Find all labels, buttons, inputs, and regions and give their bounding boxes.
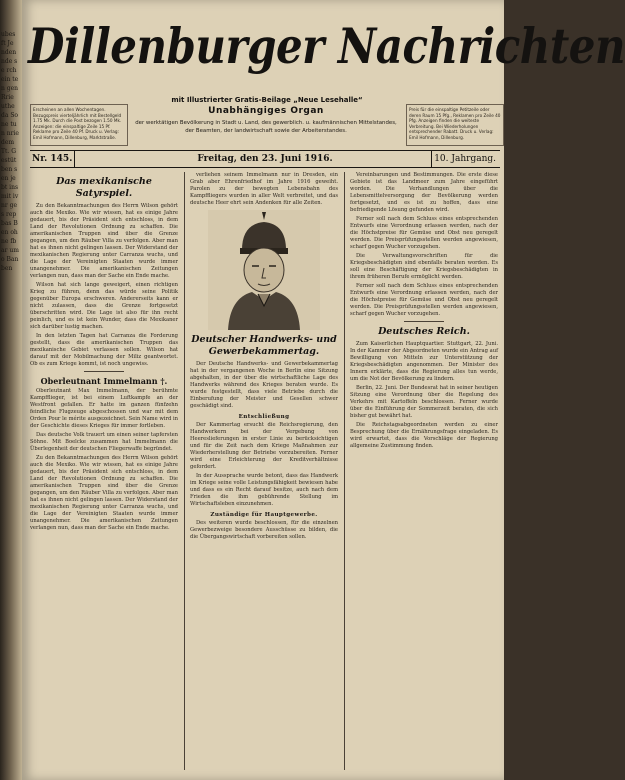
article-paragraph: Die Verwaltungsvorschriften für die Kriegsbeschädigten sind ebenfalls beraten worden. Es soll eine Beschäftigung der Kriegsbeschädigten in ihrem früheren Berufe ermöglicht werden. [350,253,498,280]
article-paragraph: Ferner soll nach dem Schluss eines entsprechenden Entwurfs eine Verordnung erlassen werden, nach der die Höchstpreise für Gemüse und Obst neu geregelt werden. Die Preisprüfungsstellen werden angewiesen, scharf gegen Wucher vorzugehen. [350,216,498,250]
organ-description: der werktätigen Bevölkerung in Stadt u. Land, des gewerblich. u. kaufmännischen Mittelstandes, der Beamten, der landwirtschaft sowie der Arbeiterstandes. [135,120,397,134]
article-paragraph: Wilson hat sich lange geweigert, einen richtigen Krieg zu führen, denn das würde seine Politik gegenüber Europa erschweren. Andererseits kann er nicht zulassen, dass die Grenze fortgesetzt überschritten wird. Die Lage ist also für ihn recht peinlich, und es ist kein Wunder, dass die Mexikaner sich darüber lustig machen. [30,282,178,330]
article-paragraph: Die Reichstagsabgeordneten werden zu einer Besprechung über die Ernährungsfrage eingeladen. Es wird erwartet, dass die Vorschläge der Regierung allgemeine Zustimmung finden. [350,422,498,449]
adjacent-page-text: ubes ft Je nden nde se rch ein ten gen Rrie uthe da Sone tun nrie dem Tt. Gestüt ben sen jebt ins mit iv nr ges rep bas Ben ohne fbar umo Ban ben [1,31,19,272]
adjacent-page-binding [0,0,22,780]
newspaper-sheet [22,0,625,780]
issue-number: Nr. 145. [32,154,73,164]
supplement-line: mit Illustrierter Gratis-Beilage „Neue Lesehalle“ [171,96,363,104]
article-paragraph: Zu den Bekanntmachungen des Herrn Wilson gehört auch die Mexiko. Wie wir wissen, hat es einige Jahre gedauert, bis der Präsident sich entschloss, in dem Land der Revolutionen Ordnung zu schaffen. Die amerikanischen Truppen sind über die Grenze gegangen, um den Räuber Villa zu verfolgen. Aber man hat es ihnen nicht gelingen lassen. Der Widerstand der mexikanischen Regierung unter Carranza wuchs, und die Lage der Vereinigten Staaten wurde immer unangenehmer. Die amerikanischen Zeitungen verlangen nun, dass man der Sache ein Ende mache. [30,455,178,531]
issue-date: Freitag, den 23. Juni 1916. [197,154,333,164]
article-divider [404,321,444,322]
column-rule [184,172,185,770]
article-paragraph: Der Deutsche Handwerks- und Gewerbekammertag hat in der vergangenen Woche in Berlin eine Sitzung abgehalten, in der über die wirtschaftliche Lage des Handwerks während des Krieges beraten wurde. Es wurde festgestellt, dass viele Betriebe durch die Einberufung der Meister und Gesellen schwer geschädigt sind. [190,361,338,409]
column-rule [344,172,345,770]
volume-year: 10. Jahrgang. [434,154,496,164]
organ-subtitle: Unabhängiges Organ [208,106,324,116]
advertising-box-right: Preis für die einspaltige Petitzeile oder deren Raum 15 Pfg., Reklamen pro Zeile 40 Pfg. Anzeigen finden die weiteste Verbreitung. Bei Wiederholungen entsprechender Rabatt. Druck u. Verlag: Emil Hofmann, Dillenburg. [406,104,504,146]
article-paragraph: Das deutsche Volk trauert um einen seiner tapfersten Söhne. Mit Boelcke zusammen hat Immelmann die Überlegenheit der deutschen Fliegerwaffe begründet. [30,432,178,452]
article-paragraph: Ferner soll nach dem Schluss eines entsprechenden Entwurfs eine Verordnung erlassen werden, nach der die Höchstpreise für Gemüse und Obst neu geregelt werden. Die Preisprüfungsstellen werden angewiesen, scharf gegen Wucher vorzugehen. [350,283,498,317]
article-paragraph: Berlin, 22. Juni. Der Bundesrat hat in seiner heutigen Sitzung eine Verordnung über die Regelung des Verkehrs mit Kartoffeln beschlossen. Ferner wurde über die Einführung der Sommerzeit beraten, die sich bisher gut bewährt hat. [350,385,498,419]
article-paragraph: Vereinbarungen und Bestimmungen. Die erste diese Gebiete ist das Landmeer zum Jahre eingeführt worden. Die Verhandlungen über die Lebensmittelversorgung der Bevölkerung werden fortgesetzt, und es ist zu hoffen, dass eine befriedigende Lösung gefunden wird. [350,172,498,213]
article-paragraph: In der Aussprache wurde betont, dass das Handwerk im Kriege seine volle Leistungsfähigkeit bewiesen habe und dass es ein Recht darauf besitze, auch nach dem Frieden die ihm gebührende Stellung im Wirtschaftsleben einzunehmen. [190,473,338,507]
column-2 [190,172,338,770]
article-subheading: Entschließung [238,414,290,420]
article-paragraph: Oberleutnant Max Immelmann, der berühmte Kampfflieger, ist bei einem Luftkampfe an der Westfront gefallen. Er hatte im ganzen fünfzehn feindliche Flugzeuge abgeschossen und war mit dem Orden Pour le mérite ausgezeichnet. Sein Name wird in der Geschichte dieses Krieges für immer fortleben. [30,388,178,429]
dateline-bar [30,150,500,168]
article-divider [84,371,124,372]
article-paragraph: In den letzten Tagen hat Carranza die Forderung gestellt, dass die amerikanischen Truppen das mexikanische Gebiet verlassen sollen. Wilson hat darauf mit der Mobilmachung der Miliz geantwortet. Ob es zum Kriege kommt, ist noch ungewiss. [30,333,178,367]
article-subheading: Zuständige für Hauptgewerbe. [210,512,318,518]
column-1 [30,172,178,770]
article-paragraph: verliehen seinem Immelmann nur in Dresden, ein Grab aber Ehrenfriedhof im Jahre 1916 geweiht. Parolen zu der bewegten Lebensbahn des Kampffliegers wurden in aller Welt verbreitet, und das deutsche Heer ehrt sein Andenken für alle Zeiten. [190,172,338,206]
portrait-illustration [208,210,320,330]
article-paragraph: Der Kammertag ersucht die Reichsregierung, den Handwerkern bei der Vergebung von Heereslieferungen in erster Linie zu berücksichtigen und für die Zeit nach dem Kriege Maßnahmen zur Wiederherstellung der Betriebe vorzubereiten. Ferner wird eine Erleichterung der Kreditverhältnisse gefordert. [190,422,338,470]
article-headline: Deutsches Reich. [378,326,470,337]
article-headline: Oberleutnant Immelmann †. [40,376,168,386]
article-headline: Deutscher Handwerks- und Gewerbekammertag. [191,334,337,357]
article-paragraph: Des weiteren wurde beschlossen, für die einzelnen Gewerbezweige besondere Ausschüsse zu bilden, die die Übergangswirtschaft vorbereiten sollen. [190,520,338,540]
column-3 [350,172,498,770]
article-headline: Das mexikanische Satyrspiel. [56,176,152,199]
article-paragraph: Zum Kaiserlichen Hauptquartier. Stuttgart, 22. Juni. In der Kammer der Abgeordneten wurde ein Antrag auf Bewilligung von Mitteln zur Unterstützung der Kriegsbeschädigten angenommen. Der Minister des Innern erklärte, dass die Regierung alles tun werde, um die Not der Bevölkerung zu lindern. [350,341,498,382]
masthead [28,18,625,90]
dateline-separator [431,151,432,167]
newspaper-title: Dillenburger Nachrichten [28,18,625,75]
subscription-box-left: Erscheinen an allen Wochentagen. Bezugspreis vierteljährlich mit Bestellgeld 1.75 Mk. Durch die Post bezogen 1.50 Mk. Anzeigen: die einspaltige Zeile 15 Pf. Reklame pro Zeile 40 Pf. Druck u. Verlag: Emil Hofmann, Dillenburg, Marktstraße. [30,104,128,146]
article-paragraph: Zu den Bekanntmachungen des Herrn Wilson gehört auch die Mexiko. Wie wir wissen, hat es einige Jahre gedauert, bis der Präsident sich entschloss, in dem Land der Revolutionen Ordnung zu schaffen. Die amerikanischen Truppen sind über die Grenze gegangen, um den Räuber Villa zu verfolgen. Aber man hat es ihnen nicht gelingen lassen. Der Widerstand der mexikanischen Regierung unter Carranza wuchs, und die Lage der Vereinigten Staaten wurde immer unangenehmer. Die amerikanischen Zeitungen verlangen nun, dass man der Sache ein Ende mache. [30,203,178,279]
